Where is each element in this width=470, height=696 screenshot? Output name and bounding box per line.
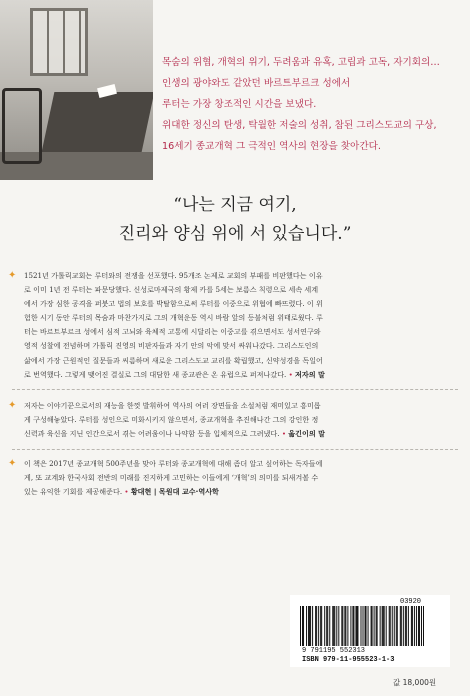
intro-line-3: 루터는 가장 창조적인 시간을 보냈다.	[162, 99, 317, 110]
intro-line-4: 위대한 정신의 탄생, 탁월한 저술의 성취, 참된 그리스도교의 구상,	[162, 120, 437, 131]
barcode-bar	[411, 606, 412, 646]
blurb-text: 신력과 육신을 지닌 인간으로서 겪는 어려움이나 나약함 등을 입체적으로 그려냈다.	[24, 429, 280, 439]
barcode-bar	[396, 606, 397, 646]
barcode-addon: 03920	[400, 598, 422, 606]
intro-line-2: 인생의 광야와도 같았던 바르트부르크 성에서	[162, 78, 351, 89]
isbn-text: ISBN 979-11-955523-1-3	[302, 656, 395, 664]
barcode-bar	[341, 606, 342, 646]
barcode-bar	[406, 606, 407, 646]
dashed-divider	[12, 449, 458, 450]
desk-illustration	[42, 92, 153, 152]
blurb-line: 1521년 가톨릭교회는 루터와의 전쟁을 선포했다. 95개조 논제로 교회의 부패를 비판했다는 이유	[24, 271, 323, 280]
barcode-bar	[306, 606, 307, 646]
blurb-line: 에서 가장 심한 공격을 퍼붓고 법의 보호를 박탈함으로써 루터를 이중으로 위협에 빠뜨렸다. 이 위	[24, 299, 323, 309]
blurb-translator	[24, 399, 444, 441]
barcode-bar	[414, 606, 415, 646]
barcode-bar	[401, 606, 402, 646]
intro-line-5: 16세기 종교개혁 그 극적인 역사의 현장을 찾아간다.	[162, 141, 381, 152]
blurb-line: 로 이미 1년 전 루터는 파문당했다. 신성로마제국의 황제 카를 5세는 보름스 칙령으로 세속 세계	[24, 285, 319, 295]
blurb-line	[24, 485, 444, 499]
barcode-bar	[321, 606, 322, 646]
blurb-line	[24, 368, 444, 382]
barcode-bar	[363, 606, 364, 646]
barcode-bar	[421, 606, 422, 646]
barcode-bar	[333, 606, 334, 646]
barcode-bar	[332, 606, 333, 646]
barcode-bar	[334, 606, 335, 646]
blurb-line: 게 구성해놓았다. 루터를 성인으로 미화시키지 않으면서, 종교개혁을 추진해나간 그의 강인한 정	[24, 415, 319, 425]
barcode-bar	[316, 606, 317, 646]
barcode-bar	[418, 606, 419, 646]
star-bullet-icon: ✦	[8, 458, 17, 469]
barcode-bar	[357, 606, 358, 646]
barcode-bar	[376, 606, 377, 646]
blurb-line: 저자는 이야기꾼으로서의 재능을 한껏 발휘하여 역사의 여러 장면들을 소설처럼 재미있고 흥미롭	[24, 401, 321, 410]
blurb-line: 험한 시기 동안 루터의 목숨과 마찬가지로 그의 개혁운동 역시 바람 앞의 등불처럼 위태로웠다. 루	[24, 313, 323, 323]
barcode-bar	[353, 606, 354, 646]
barcode-bar	[419, 606, 420, 646]
intro-line-1: 목숨의 위협, 개혁의 위기, 두려움과 유혹, 고립과 고독, 자기회의…	[162, 57, 440, 68]
barcode-bar	[310, 606, 311, 646]
barcode-bar	[416, 606, 417, 646]
barcode-number: 9 791195 552313	[302, 647, 366, 655]
dashed-divider	[12, 389, 458, 390]
barcode-bar	[382, 606, 383, 646]
barcode-bar	[377, 606, 378, 646]
barcode-bar	[400, 606, 401, 646]
attribution: 옮긴이의 말	[288, 429, 325, 439]
bullet-dot: •	[288, 369, 293, 379]
blurb-line	[24, 427, 444, 441]
barcode-bar	[326, 606, 327, 646]
blurb-line: 영적 성찰에 전념하며 가톨릭 진영의 비판자들과 자기 안의 악에 맞서 싸워나갔다. 그리스도인의	[24, 341, 319, 351]
barcode-bar	[380, 606, 381, 646]
barcode-bar	[374, 606, 375, 646]
barcode-bar	[350, 606, 351, 646]
barcode-bar	[318, 606, 319, 646]
blurb-line: 터는 바르트부르크 성에서 심적 고뇌와 육체적 고통에 시달리는 이중고를 겪으면서도 성서연구와	[24, 327, 321, 337]
barcode-bar	[300, 606, 301, 646]
barcode-bar	[423, 606, 424, 646]
barcode-bar	[309, 606, 310, 646]
barcode-bar	[312, 606, 313, 646]
barcode-bar	[360, 606, 361, 646]
attribution: 황대현 | 목원대 교수·역사학	[130, 487, 219, 497]
barcode-bar	[384, 606, 385, 646]
barcode-bar	[315, 606, 316, 646]
barcode-bar	[302, 606, 303, 646]
star-bullet-icon: ✦	[8, 270, 17, 281]
blurb-line: 이 책은 2017년 종교개혁 500주년을 맞아 루터와 종교개혁에 대해 좀더 알고 싶어하는 독자들에	[24, 459, 323, 468]
barcode-bar	[347, 606, 348, 646]
barcode-bars	[300, 606, 424, 646]
barcode-bar	[366, 606, 367, 646]
barcode-bar	[368, 606, 369, 646]
blurb-text: 있는 유익한 기회를 제공해준다.	[24, 487, 123, 497]
quote-line-1: “나는 지금 여기,	[173, 195, 297, 215]
barcode-bar	[336, 606, 337, 646]
blurb-reviewer	[24, 457, 444, 499]
barcode-bar	[344, 606, 345, 646]
barcode-bar	[408, 606, 409, 646]
barcode-bar	[397, 606, 398, 646]
bullet-dot: •	[281, 429, 286, 439]
barcode-bar	[394, 606, 395, 646]
barcode-bar	[403, 606, 404, 646]
barcode-bar	[345, 606, 346, 646]
blurb-text: 로 번역했다. 그렇게 맺어진 결실로 그의 대담한 새 종교관은 온 유럽으로 퍼져나갔다.	[24, 369, 287, 379]
barcode-bar	[329, 606, 330, 646]
barcode-bar	[342, 606, 343, 646]
cover-photo-study-room	[0, 0, 153, 180]
barcode-bar	[327, 606, 328, 646]
price: 값 18,000원	[393, 678, 437, 687]
chair-illustration	[2, 88, 42, 164]
barcode-bar	[338, 606, 339, 646]
barcode-bar	[372, 606, 373, 646]
blurb-line: 삶에서 가장 근원적인 질문들과 씨름하며 새로운 그리스도교 교리를 확립했고, 신약성경을 독일어	[24, 355, 323, 365]
barcode-bar	[389, 606, 390, 646]
barcode-bar	[405, 606, 406, 646]
blurb-author	[24, 269, 444, 382]
barcode-bar	[392, 606, 393, 646]
barcode-bar	[371, 606, 372, 646]
barcode-bar	[386, 606, 387, 646]
barcode-bar	[383, 606, 384, 646]
barcode-bar	[308, 606, 309, 646]
barcode-bar	[390, 606, 391, 646]
quote-line-2: 진리와 양심 위에 서 있습니다.”	[118, 224, 352, 244]
window-illustration	[30, 8, 88, 76]
barcode-bar	[355, 606, 356, 646]
bullet-dot: •	[124, 487, 129, 497]
attribution: 저자의 말	[295, 369, 325, 379]
star-bullet-icon: ✦	[8, 400, 17, 411]
barcode-bar	[365, 606, 366, 646]
barcode-bar	[356, 606, 357, 646]
barcode-bar	[412, 606, 413, 646]
barcode-bar	[324, 606, 325, 646]
barcode-bar	[320, 606, 321, 646]
barcode-bar	[303, 606, 304, 646]
barcode-bar	[352, 606, 353, 646]
blurb-line: 게, 또 교계와 한국사회 전반의 미래를 진지하게 고민하는 이들에게 ‘개혁’의 의미를 되새겨볼 수	[24, 473, 319, 483]
